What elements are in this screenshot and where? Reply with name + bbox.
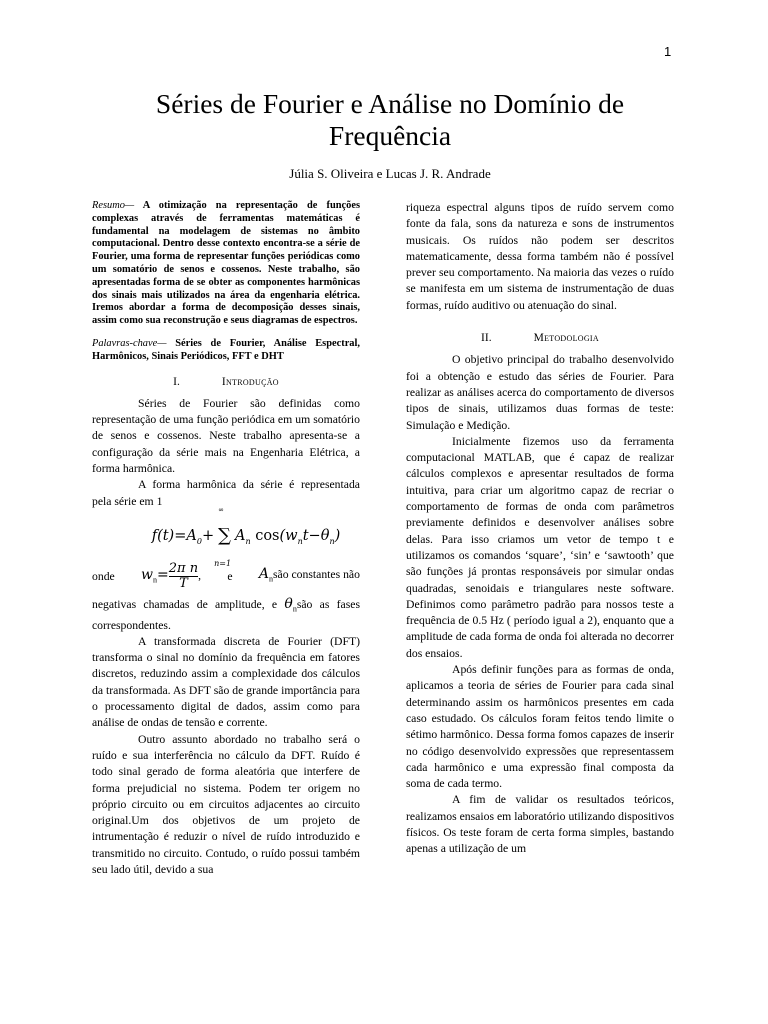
section-number: II.: [481, 332, 492, 345]
eq-plus: +: [201, 527, 215, 544]
sum-lower-limit: n=1: [214, 558, 232, 568]
where-comma: ,: [198, 569, 202, 583]
abstract-text: A otimização na representação de funções complexas através de ferramentas matemáticas é fundamental na modelagem de sistemas no âmbito computacional. Dentro desse contexto encontra-se a série de Fourier, uma forma de representar funções periódicas como um somatório de senos e cossenos. Neste trabalho, são apresentadas forma de se obter as componentes harmônicas dos sinais mais utilizados na área da engenharia elétrica. Iremos abordar a forma de decomposição desses sinais, assim como sua reconstrução e seus diagramas de espectros.: [92, 200, 360, 327]
paragraph: A forma harmônica da série é representada pela série em 1: [92, 478, 360, 508]
amplitude-symbol-group: [259, 566, 360, 588]
eq-lhs: f(t)=A: [151, 527, 197, 544]
paper-authors: Júlia S. Oliveira e Lucas J. R. Andrade: [289, 166, 491, 181]
eq-arg-open: (w: [279, 527, 298, 544]
fraction: [169, 562, 198, 591]
left-column: [92, 200, 360, 878]
right-column: [406, 200, 674, 858]
p3-after: são as fases correspondentes.: [92, 597, 361, 632]
paragraph: O objetivo principal do trabalho desenvolvido foi a obtenção e estudo das séries de Fourier. Para realizar as análises acerca do comportamento de diversos tipos de sinais, utilizamos duas formas de teste: Simulação e Medição.: [406, 353, 674, 432]
paragraph: A fim de validar os resultados teóricos, realizamos ensaios em laboratório utilizando dispositivos físicos. Os teste foram de certa forma simples, bastando apenas a utilização de um: [406, 793, 674, 856]
a-symbol: A: [258, 566, 269, 583]
paragraph: Outro assunto abordado no trabalho será o ruído e sua interferência no cálculo da DFT. Ruído é todo sinal gerado de forma aleatória que interfere de forma prejudicial no sistema. Podem ter origem no próprio circuito ou em circuitos adjacentes ao circuito original.Um dos objetivos de um projeto de intrumentação é reduzir o nível de ruído introduzido e transmitido no circuito. Contudo, o ruído possui também seu lado útil, devido a sua: [92, 732, 360, 877]
page-number: 1: [664, 44, 672, 59]
p3-before: negativas chamadas de amplitude, e: [92, 597, 285, 611]
where-e: e: [227, 569, 233, 583]
where-onde: onde: [92, 569, 115, 583]
eq-term-sub: n: [245, 536, 251, 546]
eq-arg-sub: n: [297, 536, 303, 546]
paragraph: Após definir funções para as formas de onda, aplicamos a teoria de séries de Fourier para cada sinal determinando assim os harmônicos presentes em cada caso estudado. Os cálculos foram feitos tendo limite o sétimo harmônico. Dessa forma fomos capazes de inserir no código desenvolvido expressões que representassem cada harmônico e uma expressão final composta da soma de cada termo.: [406, 663, 674, 791]
fourier-series-equation: [132, 505, 360, 568]
section-title: Metodologia: [533, 332, 599, 345]
summation-symbol: [214, 505, 232, 568]
theta-sub: n: [292, 604, 297, 614]
where-rest: são constantes não: [272, 568, 360, 582]
eq-arg-mid: t−θ: [302, 527, 330, 544]
paragraph: Inicialmente fizemos uso da ferramenta computacional MATLAB, que é capaz de realizar cálculos complexos e apresentar resultados de forma intuitiva, para criar um algoritmo capaz de recriar o comportamento de formas de onda com parâmetros previamente definidos e desenvolver análises sobre delas. Para isso criamos um vetor de tempo t e utilizamos os comandos ‘square’, ‘sin’ e ‘sawtooth’ que são funções já prontas responsáveis por simular ondas quadradas, senoidais e triangulares neste software. Definimos como parâmetro padrão para nossos teste a frequência de 0.5 Hz ( período igual a 2), enquanto que a amplitude de cada forma de onda foi alterada no decorrer dos ensaios.: [406, 434, 674, 660]
eq-arg-sub2: n: [329, 536, 335, 546]
eq-lhs-sub: 0: [196, 536, 202, 546]
section-title: Introdução: [221, 375, 279, 388]
sum-sign: ∑: [218, 524, 231, 546]
omega-definition: [141, 562, 201, 591]
theta-symbol: θ: [284, 595, 293, 612]
section-heading-introducao: [92, 374, 360, 390]
paragraph: Séries de Fourier são definidas como representação de uma função periódica em um somatório de senos e cossenos. Neste trabalho apresenta-se a configuração da série mais na Engenharia Elétrica, a forma harmônica.: [92, 396, 360, 476]
keywords-label: Palavras-chave—: [92, 337, 167, 349]
eq-term: A: [234, 527, 246, 544]
abstract-label: Resumo—: [92, 200, 135, 211]
keywords-text: Séries de Fourier, Análise Espectral, Harmônicos, Sinais Periódicos, FFT e DHT: [92, 337, 360, 362]
fraction-denominator: T: [179, 576, 188, 592]
w-symbol: w: [141, 567, 154, 584]
keywords: [92, 338, 360, 364]
w-sub: n: [153, 575, 158, 585]
fraction-numerator: 2π n: [168, 561, 199, 577]
eq-arg-close: ): [334, 527, 341, 544]
a-sub: n: [268, 574, 273, 584]
section-heading-metodologia: [406, 330, 674, 346]
eq-func: cos: [255, 527, 280, 544]
paragraph: [92, 596, 360, 634]
sum-upper-limit: ∞: [218, 505, 224, 514]
equals-sign: =: [157, 567, 169, 584]
paragraph: riqueza espectral alguns tipos de ruído servem como fonte da fala, sons da natureza e sons de instrumentos musicais. Os ruídos não podem ser descritos matematicamente, dessa forma também não é possível prever seu comportamento. Na maioria das vezes o ruído se manifesta em um sistema de instrumentação de duas formas, ruído auditivo ou atenuação do sinal.: [406, 201, 674, 312]
abstract: [92, 200, 360, 328]
section-number: I.: [173, 375, 180, 388]
paper-title: Séries de Fourier e Análise no Domínio de Frequência: [155, 88, 625, 151]
paragraph: A transformada discreta de Fourier (DFT) transforma o sinal no domínio da frequência em fatores discretos, reduzindo assim a complexidade dos cálculos da transformada. As DFT são de grande importância para o processamento digital de dados, assim como para análise de ondas de tensão e corrente.: [92, 634, 360, 730]
